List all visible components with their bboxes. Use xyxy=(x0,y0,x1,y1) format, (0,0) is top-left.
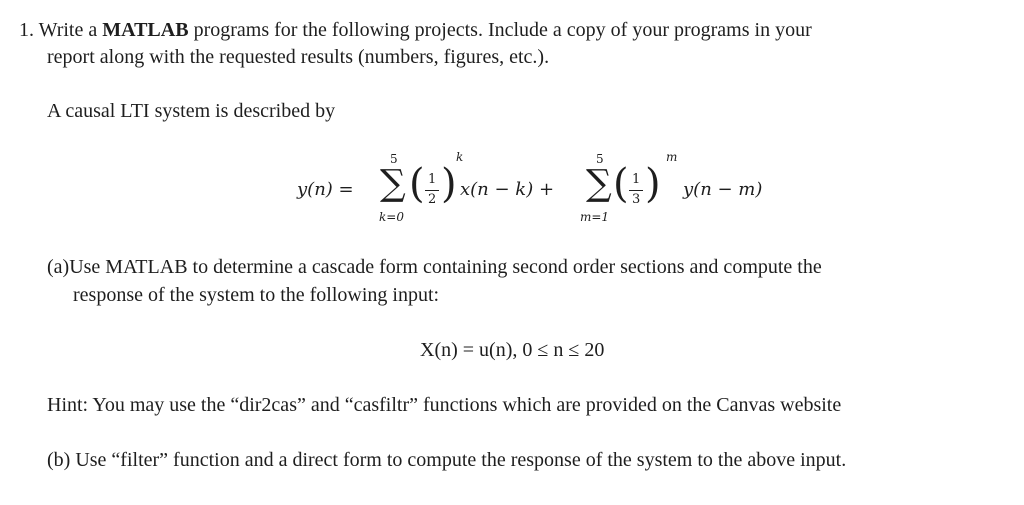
frac2-bar xyxy=(629,190,643,191)
part-a-line-1: (a)Use MATLAB to determine a cascade form containing second order sections and compute the xyxy=(47,256,822,278)
hint-text: Hint: You may use the “dir2cas” and “casfiltr” functions which are provided on the Canvas website xyxy=(47,394,842,416)
exponent-m: m xyxy=(666,150,678,164)
system-description: A causal LTI system is described by xyxy=(47,100,336,122)
frac1-numerator: 1 xyxy=(428,172,437,187)
sum2-lower-limit: m=1 xyxy=(580,210,610,224)
problem-number: 1. xyxy=(19,19,34,41)
difference-equation xyxy=(0,0,1024,240)
part-a-line-2: response of the system to the following input: xyxy=(73,284,440,306)
sum1-lower-limit: k=0 xyxy=(379,210,404,224)
term-x: x(n − k) + xyxy=(460,179,555,200)
problem-line-2: report along with the requested results (numbers, figures, etc.). xyxy=(47,46,550,68)
frac2-numerator: 1 xyxy=(632,172,641,187)
sum1-upper-limit: 5 xyxy=(390,152,398,166)
frac1-paren-close: ) xyxy=(441,161,457,207)
frac2-denominator: 3 xyxy=(632,192,641,207)
sum2-symbol: ∑ xyxy=(586,163,612,204)
frac1-bar xyxy=(425,190,439,191)
part-b-text: (b) Use “filter” function and a direct form to compute the response of the system to the above input. xyxy=(47,449,847,471)
intro-text-post: programs for the following projects. Include a copy of your programs in your xyxy=(193,19,812,41)
input-equation: X(n) = u(n), 0 ≤ n ≤ 20 xyxy=(420,339,605,361)
exponent-k: k xyxy=(456,150,464,164)
frac2-paren-open: ( xyxy=(613,161,629,207)
frac1-denominator: 2 xyxy=(428,192,437,207)
frac2-paren-close: ) xyxy=(645,161,661,207)
sum1-symbol: ∑ xyxy=(380,163,406,204)
term-y: y(n − m) xyxy=(683,179,763,200)
intro-text-pre: Write a xyxy=(38,19,98,41)
intro-text-matlab: MATLAB xyxy=(102,19,189,41)
sum2-upper-limit: 5 xyxy=(596,152,604,166)
equation-lhs: y(n) = xyxy=(297,179,354,200)
frac1-paren-open: ( xyxy=(409,161,425,207)
